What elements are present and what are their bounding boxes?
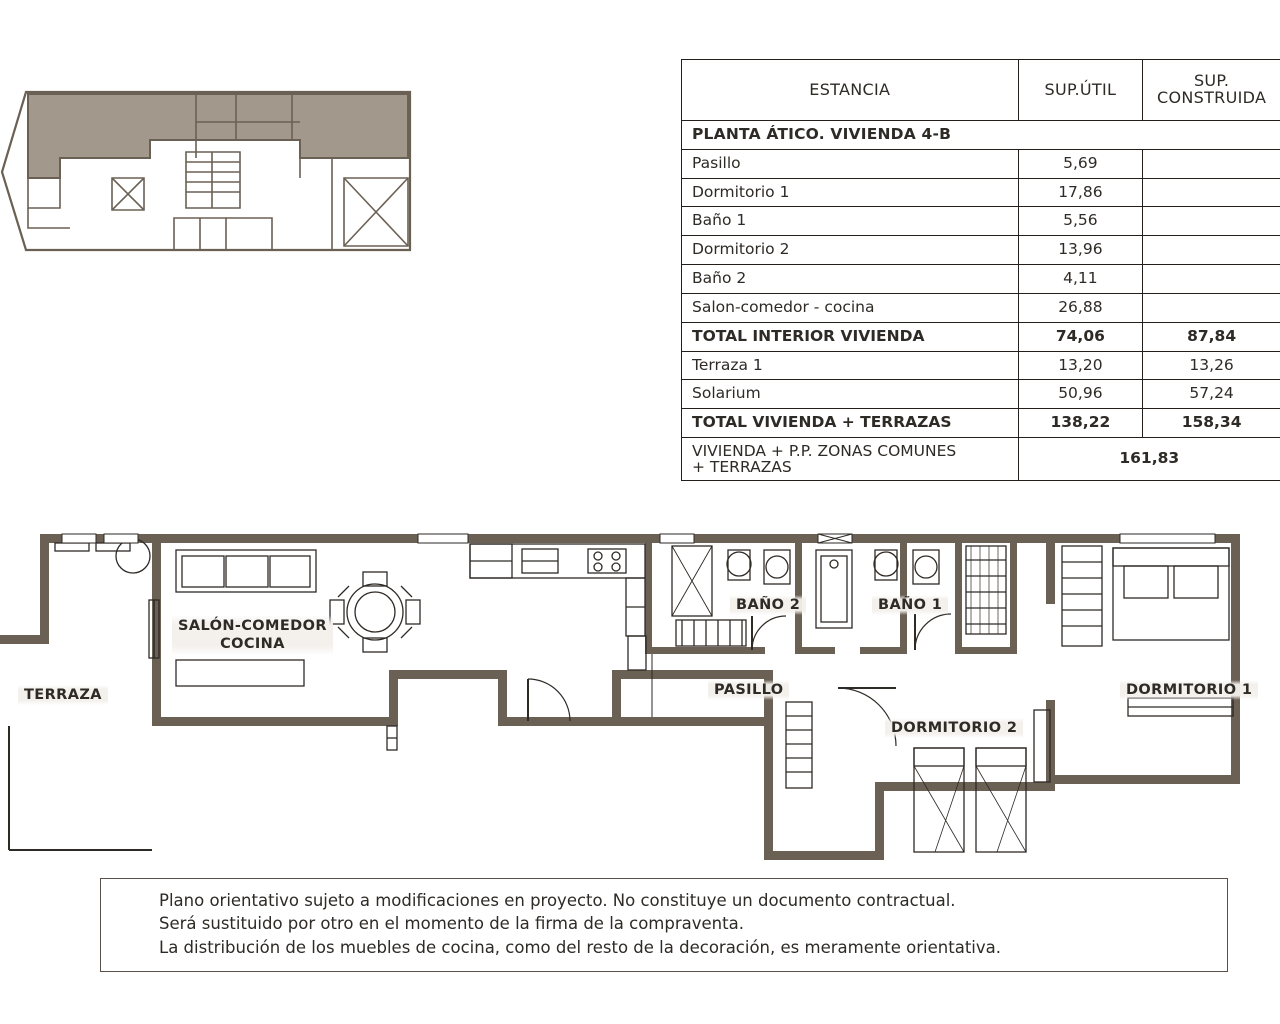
key-plan-diagram: [0, 78, 420, 263]
row-built: [1143, 265, 1280, 294]
row-room: Dormitorio 2: [682, 236, 1019, 265]
table-row-total-interior: [682, 322, 1280, 351]
row-room: Baño 1: [682, 207, 1019, 236]
table-row-total-with-terraces: [682, 409, 1280, 438]
table-row: [682, 293, 1280, 322]
row-built: 87,84: [1143, 322, 1280, 351]
floorplan-container: [0, 520, 1280, 880]
label-bano-1: BAÑO 1: [872, 595, 948, 615]
table-row-common-areas: [682, 437, 1280, 481]
floorplan-drawing: [0, 520, 1280, 880]
row-built: [1143, 293, 1280, 322]
row-room: Solarium: [682, 380, 1019, 409]
row-useful: 5,69: [1018, 149, 1143, 178]
row-useful: 13,96: [1018, 236, 1143, 265]
disclaimer-line-1: Plano orientativo sujeto a modificaciones en proyecto. No constituye un documento contractual.: [159, 891, 956, 910]
table-row: [682, 207, 1280, 236]
table-row: [682, 236, 1280, 265]
section-title: PLANTA ÁTICO. VIVIENDA 4-B: [682, 121, 1280, 150]
label-dormitorio-1: DORMITORIO 1: [1120, 680, 1258, 700]
header-room: ESTANCIA: [682, 60, 1019, 121]
row-useful: 4,11: [1018, 265, 1143, 294]
label-salon-comedor-cocina: [172, 615, 333, 655]
row-built: 13,26: [1143, 351, 1280, 380]
disclaimer-box: [100, 878, 1228, 972]
disclaimer-line-2: Será sustituido por otro en el momento de la firma de la compraventa.: [159, 914, 744, 934]
row-useful: 26,88: [1018, 293, 1143, 322]
header-surface-built-line2: CONSTRUIDA: [1157, 88, 1267, 107]
row-room: Terraza 1: [682, 351, 1019, 380]
row-room: Salon-comedor - cocina: [682, 293, 1019, 322]
table-row: [682, 380, 1280, 409]
row-useful: 13,20: [1018, 351, 1143, 380]
row-built: [1143, 149, 1280, 178]
header-surface-built-line1: SUP.: [1193, 71, 1230, 91]
label-dormitorio-2: DORMITORIO 2: [885, 718, 1023, 738]
row-room-line2: + TERRAZAS: [692, 458, 792, 477]
areas-table: [681, 59, 1280, 481]
row-useful: 138,22: [1018, 409, 1143, 438]
row-useful: 50,96: [1018, 380, 1143, 409]
table-section-row: [682, 121, 1280, 150]
label-terraza: TERRAZA: [18, 685, 108, 705]
row-total-value: 161,83: [1018, 437, 1280, 481]
row-useful: 74,06: [1018, 322, 1143, 351]
row-room-line1: VIVIENDA + P.P. ZONAS COMUNES: [692, 441, 957, 460]
label-pasillo: PASILLO: [708, 680, 789, 700]
table-row: [682, 149, 1280, 178]
label-salon-line2: COCINA: [220, 636, 285, 653]
row-room: [682, 437, 1019, 481]
walls: [0, 534, 1240, 860]
table-header-row: [682, 60, 1280, 121]
table-row: [682, 178, 1280, 207]
label-bano-2: BAÑO 2: [730, 595, 806, 615]
row-built: [1143, 178, 1280, 207]
row-built: 158,34: [1143, 409, 1280, 438]
row-useful: 5,56: [1018, 207, 1143, 236]
label-salon-line1: SALÓN-COMEDOR: [178, 618, 327, 634]
row-room: Dormitorio 1: [682, 178, 1019, 207]
row-built: [1143, 236, 1280, 265]
row-built: 57,24: [1143, 380, 1280, 409]
row-built: [1143, 207, 1280, 236]
table-row: [682, 265, 1280, 294]
row-room: TOTAL INTERIOR VIVIENDA: [682, 322, 1019, 351]
row-useful: 17,86: [1018, 178, 1143, 207]
table-row: [682, 351, 1280, 380]
row-room: Baño 2: [682, 265, 1019, 294]
header-surface-built: [1143, 60, 1280, 121]
header-surface-useful: SUP.ÚTIL: [1018, 60, 1143, 121]
row-room: Pasillo: [682, 149, 1019, 178]
disclaimer-line-3: La distribución de los muebles de cocina, como del resto de la decoración, es meramente orientativa.: [159, 937, 1001, 957]
row-room: TOTAL VIVIENDA + TERRAZAS: [682, 409, 1019, 438]
